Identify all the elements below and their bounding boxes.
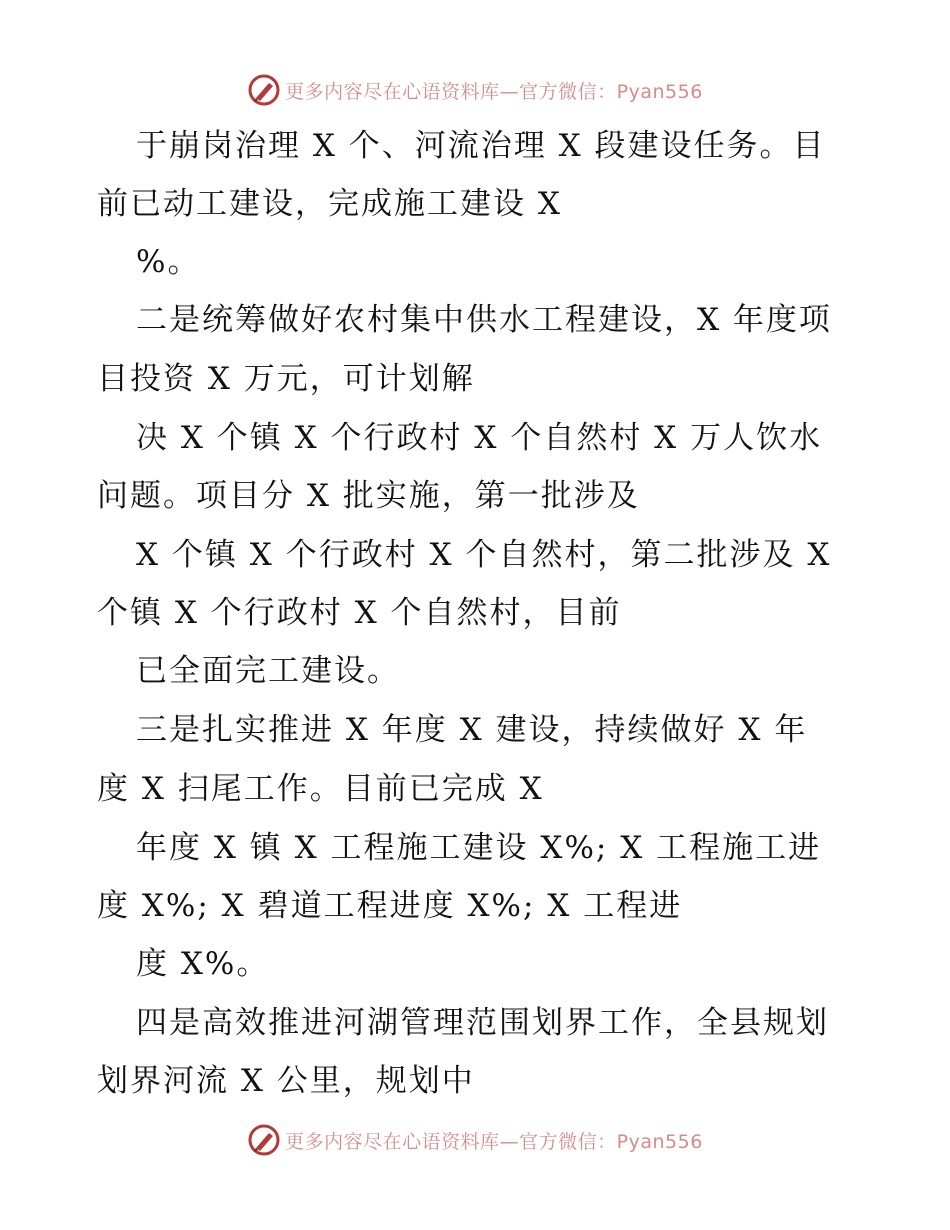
text-line: 年度 X 镇 X 工程施工建设 X%; X 工程施工进 xyxy=(136,830,822,866)
pen-logo-icon xyxy=(247,1123,281,1157)
text-line: 三是扎实推进 X 年度 X 建设，持续做好 X 年 xyxy=(136,712,808,748)
text-line: 已全面完工建设。 xyxy=(136,653,400,689)
text-line: X 个镇 X 个行政村 X 个自然村，第二批涉及 X xyxy=(136,537,832,573)
text-line: 前已动工建设，完成施工建设 X xyxy=(97,186,562,222)
text-line: 问题。项目分 X 批实施，第一批涉及 xyxy=(97,478,640,514)
text-line: 划界河流 X 公里，规划中 xyxy=(97,1063,475,1099)
text-line: 目投资 X 万元，可计划解 xyxy=(97,361,475,397)
watermark-text: 更多内容尽在心语资料库—官方微信：Pyan556 xyxy=(285,80,703,103)
text-line: 于崩岗治理 X 个、河流治理 X 段建设任务。目 xyxy=(136,128,826,164)
text-line: 度 X%; X 碧道工程进度 X%; X 工程进 xyxy=(97,888,683,924)
text-line: 个镇 X 个行政村 X 个自然村，目前 xyxy=(97,595,622,631)
text-line: 四是高效推进河湖管理范围划界工作，全县规划 xyxy=(136,1005,829,1041)
watermark-banner-bottom xyxy=(0,1120,950,1160)
watermark-text: 更多内容尽在心语资料库—官方微信：Pyan556 xyxy=(285,1130,703,1153)
text-line: 度 X%。 xyxy=(136,946,270,982)
text-line: 决 X 个镇 X 个行政村 X 个自然村 X 万人饮水 xyxy=(136,420,823,456)
text-line: %。 xyxy=(136,244,201,280)
text-line: 二是统筹做好农村集中供水工程建设，X 年度项 xyxy=(136,302,832,338)
text-line: 度 X 扫尾工作。目前已完成 X xyxy=(97,771,544,807)
